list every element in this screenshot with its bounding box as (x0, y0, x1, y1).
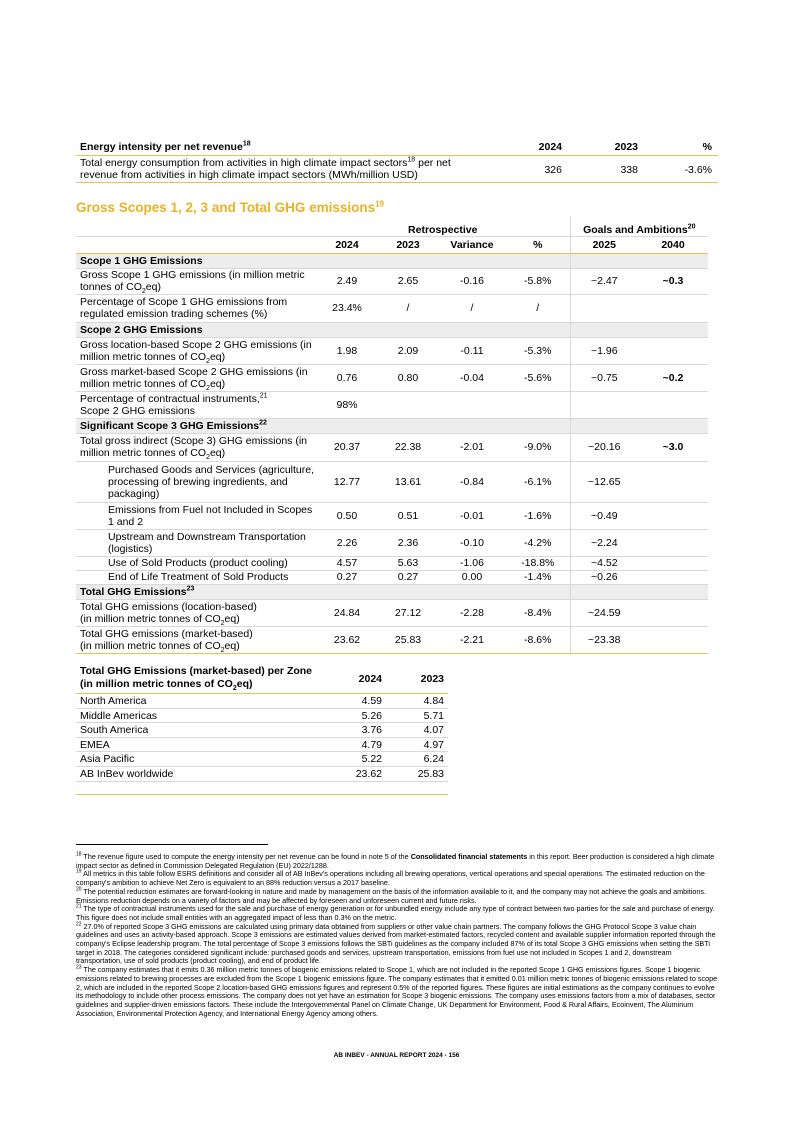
goal-2040 (638, 570, 708, 584)
zone-name: South America (80, 724, 149, 737)
goal-2025: ~24.59 (570, 599, 638, 626)
zone-value-2023: 6.24 (423, 753, 444, 766)
goal-2025: ~0.26 (570, 570, 638, 584)
page-footer: AB INBEV - ANNUAL REPORT 2024 - 156 (333, 1052, 460, 1059)
goal-2040 (638, 337, 708, 364)
footnotes (76, 853, 719, 1018)
footnote-number: 23 (76, 964, 82, 971)
goal-2040 (638, 556, 708, 570)
footnote-number: 18 (76, 851, 82, 858)
zone-value-2023: 25.83 (417, 767, 444, 780)
energy-col-pct: % (702, 141, 712, 153)
goal-2040: ~0.2 (638, 364, 708, 391)
value-2024: 2.26 (316, 529, 378, 556)
value-variance: -0.01 (438, 502, 506, 529)
row-label (76, 599, 316, 626)
zone-value-2024: 4.59 (361, 695, 382, 707)
value-2023 (378, 391, 438, 418)
zone-value-2023: 4.84 (423, 695, 444, 707)
energy-row-label-b: per net revenue from activities in high climate impact sectors (MWh/million USD) (80, 157, 451, 181)
label-part: (in million metric tonnes of CO (80, 639, 221, 652)
value-2024: 4.57 (316, 556, 378, 570)
footnote-text: All metrics in this table follow ESRS definitions and consider all of AB InBev's operations including all brewing operations, vertical operations and special operations. The estimated reduction on the company's ambition to achieve Net Zero is equivalent to an 88% reduction versus a 2017 baseline. (76, 869, 705, 888)
energy-table-row (76, 156, 718, 183)
value-pct: -4.2% (506, 529, 570, 556)
energy-intensity-table (76, 138, 718, 183)
zone-header-line1: Total GHG Emissions (market-based) per Zone (80, 665, 313, 677)
row-label (76, 391, 316, 418)
group-retrospective: Retrospective (408, 223, 478, 236)
table-row (76, 529, 708, 556)
energy-header-footnote-ref: 18 (242, 140, 251, 148)
value-variance: -0.16 (438, 268, 506, 294)
footnote-20 (76, 888, 719, 905)
co2-subscript: 2 (141, 288, 146, 296)
energy-value-2023: 338 (620, 164, 638, 176)
value-variance: -2.28 (438, 599, 506, 626)
value-2024: 0.50 (316, 502, 378, 529)
zone-row (76, 738, 448, 753)
table-row (76, 433, 708, 461)
label-part: eq) (209, 350, 226, 363)
ghg-emissions-table (76, 217, 708, 654)
value-2023: 13.61 (378, 461, 438, 502)
ghg-title-footnote-ref: 19 (375, 199, 385, 209)
table-row (76, 626, 708, 653)
zone-header-label (80, 665, 350, 691)
zone-header-line2: (in million metric tonnes of CO (80, 678, 233, 690)
table-row (76, 556, 708, 570)
zone-row (76, 709, 448, 724)
goal-2025: ~20.16 (570, 433, 638, 461)
scope3-header-text: Significant Scope 3 GHG Emissions (80, 419, 260, 432)
value-2023: 2.09 (378, 337, 438, 364)
scope3-footnote-ref: 22 (259, 419, 267, 426)
value-variance: -0.10 (438, 529, 506, 556)
value-2023: 27.12 (378, 599, 438, 626)
zone-table-header (76, 663, 448, 694)
zone-value-2024: 5.22 (361, 753, 382, 766)
value-variance: / (438, 294, 506, 322)
total-header-text: Total GHG Emissions (80, 585, 187, 598)
label-part: (in million metric tonnes of CO (80, 612, 221, 625)
co2-subscript: 2 (206, 357, 210, 365)
zone-row (76, 694, 448, 709)
col-variance: Variance (438, 236, 506, 253)
co2-subscript: 2 (232, 685, 237, 693)
zone-value-2024: 3.76 (361, 724, 382, 737)
value-variance: -1.06 (438, 556, 506, 570)
col-2040: 2040 (638, 236, 708, 253)
ghg-group-spacer (76, 217, 316, 236)
table-row (76, 268, 708, 294)
zone-table-bottom-rule (76, 794, 448, 795)
value-2024: 2.49 (316, 268, 378, 294)
label-part: Total gross indirect (Scope 3) GHG emissions (in million metric tonnes of CO (80, 435, 307, 459)
value-2024: 0.76 (316, 364, 378, 391)
footnote-text: 27.0% of reported Scope 3 GHG emissions are calculated using primary data obtained from suppliers or other value chain partners. The company follows the GHG Protocol Scope 3 value chain guidelines and uses an activity-based approach. Scope 3 emissions are estimated values derived from market-estimated factors, recycled content and available supplier information reported through the company's Eclipse leadership program. The total percentage of Scope 3 emissions follows the SBTi guidelines as the company included 87% of its total Scope 3 GHG emissions when setting the SBTi target in 2018. The categories considered significant include: purchased goods and services, upstream transportation, emissions from fuel use not included in Scopes 1 and 2, downstream transportation, use of sold products (product cooling), and end of product life. (76, 921, 716, 966)
row-label: Purchased Goods and Services (agriculture, processing of brewing ingredients, and packaging) (76, 461, 316, 502)
footnote-bold-ref: Consolidated financial statements (410, 852, 528, 861)
goal-2025: ~23.38 (570, 626, 638, 653)
ghg-column-header-row (76, 236, 708, 253)
goal-2025: ~1.96 (570, 337, 638, 364)
value-2024: 23.62 (316, 626, 378, 653)
label-part: eq) (209, 377, 226, 390)
goal-2025: ~0.49 (570, 502, 638, 529)
value-2023: 22.38 (378, 433, 438, 461)
goal-2025: ~12.65 (570, 461, 638, 502)
group-goals-footnote-ref: 20 (687, 223, 696, 230)
footnote-23 (76, 966, 719, 1018)
label-part: Gross market-based Scope 2 GHG emissions (in million metric tonnes of CO (80, 365, 308, 390)
footnote-ref: 21 (259, 392, 268, 399)
row-label (76, 337, 316, 364)
zone-table-body (76, 694, 448, 782)
zone-row (76, 752, 448, 767)
scope1-header-label: Scope 1 GHG Emissions (76, 253, 570, 268)
value-2023: 0.80 (378, 364, 438, 391)
value-2024: 98% (316, 391, 378, 418)
value-2023: / (378, 294, 438, 322)
label-part: eq) (224, 639, 240, 652)
footnote-18 (76, 853, 719, 870)
total-footnote-ref: 23 (186, 585, 195, 592)
scope3-header-label (76, 418, 570, 433)
zone-col-2024: 2024 (358, 673, 382, 685)
row-label: End of Life Treatment of Sold Products (76, 570, 316, 584)
value-variance: -2.01 (438, 433, 506, 461)
scope1-header-goals-cell (570, 253, 708, 268)
value-variance: -2.21 (438, 626, 506, 653)
goal-2025: ~2.24 (570, 529, 638, 556)
footnote-text: The potential reduction estimates are forward-looking in nature and made by management on the basis of the information available to it, and the company may not achieve the goals and ambitions. Emissions reduction depends on a variety of factors and may be affected by foreseen and unforeseen current and future risks. (76, 886, 706, 905)
energy-row-label-a: Total energy consumption from activities in high climate impact sectors (80, 157, 408, 169)
value-pct: -5.3% (506, 337, 570, 364)
zone-value-2024: 4.79 (361, 738, 382, 751)
value-variance: -0.84 (438, 461, 506, 502)
zone-col-2023: 2023 (420, 673, 444, 685)
col-2025: 2025 (570, 236, 638, 253)
value-2024: 20.37 (316, 433, 378, 461)
value-2023: 2.65 (378, 268, 438, 294)
footnote-number: 22 (76, 921, 82, 928)
footnote-text: The revenue figure used to compute the energy intensity per net revenue can be found in note 5 of the (81, 852, 411, 861)
footnote-21 (76, 905, 719, 922)
section-header-scope2 (76, 322, 708, 337)
zone-emissions-table (76, 663, 448, 782)
zone-value-2023: 4.07 (423, 724, 444, 737)
total-header-goals-cell (570, 584, 708, 599)
scope3-header-goals-cell (570, 418, 708, 433)
value-2024: 1.98 (316, 337, 378, 364)
footnote-number: 21 (76, 903, 82, 910)
value-pct: -9.0% (506, 433, 570, 461)
label-part: Gross location-based Scope 2 GHG emissions (in million metric tonnes of CO (80, 338, 312, 363)
label-part: Gross Scope 1 GHG emissions (in million metric tonnes of CO (80, 269, 305, 293)
value-2024: 0.27 (316, 570, 378, 584)
zone-name: EMEA (80, 738, 110, 751)
label-part: Percentage of contractual instruments, (80, 392, 260, 405)
scope2-header-goals-cell (570, 322, 708, 337)
group-goals-text: Goals and Ambitions (583, 223, 688, 236)
zone-value-2024: 23.62 (355, 767, 382, 780)
zone-name: North America (80, 695, 147, 707)
row-label (76, 626, 316, 653)
label-part: eq) (145, 281, 161, 293)
table-row (76, 391, 708, 418)
row-label: Upstream and Downstream Transportation (logistics) (76, 529, 316, 556)
value-2024: 24.84 (316, 599, 378, 626)
goal-2040 (638, 599, 708, 626)
scope2-header-label: Scope 2 GHG Emissions (76, 322, 570, 337)
footnote-22 (76, 923, 719, 967)
zone-header-line2-end: eq) (236, 678, 253, 690)
zone-name: Asia Pacific (80, 753, 135, 766)
co2-subscript: 2 (206, 384, 210, 392)
energy-col-2024: 2024 (538, 141, 562, 153)
energy-col-2023: 2023 (614, 141, 638, 153)
table-row (76, 337, 708, 364)
section-header-scope1 (76, 253, 708, 268)
goal-2040 (638, 529, 708, 556)
label-part: eq) (224, 612, 240, 625)
goal-2025: ~4.52 (570, 556, 638, 570)
value-pct: -1.6% (506, 502, 570, 529)
goal-2025: ~2.47 (570, 268, 638, 294)
zone-value-2023: 4.97 (423, 738, 444, 751)
value-pct: -5.6% (506, 364, 570, 391)
label-part: Total GHG emissions (location-based) (80, 600, 257, 613)
value-2023: 25.83 (378, 626, 438, 653)
value-pct: / (506, 294, 570, 322)
goal-2025 (570, 294, 638, 322)
label-part: Scope 2 GHG emissions (80, 404, 195, 417)
goal-2040 (638, 502, 708, 529)
table-row (76, 461, 708, 502)
row-label (76, 364, 316, 391)
goal-2025: ~0.75 (570, 364, 638, 391)
value-2023: 5.63 (378, 556, 438, 570)
total-header-label (76, 584, 570, 599)
energy-value-2024: 326 (544, 164, 562, 176)
ghg-header-spacer (76, 236, 316, 253)
label-part: Total GHG emissions (market-based) (80, 627, 253, 640)
col-pct: % (506, 236, 570, 253)
value-variance: -0.04 (438, 364, 506, 391)
zone-value-2023: 5.71 (423, 709, 444, 722)
footnote-divider (76, 844, 268, 845)
table-row (76, 502, 708, 529)
row-label: Percentage of Scope 1 GHG emissions from regulated emission trading schemes (%) (76, 294, 316, 322)
energy-row-footnote-ref: 18 (407, 156, 416, 164)
footnote-number: 20 (76, 886, 82, 893)
footnote-19 (76, 870, 719, 887)
value-variance (438, 391, 506, 418)
row-label: Emissions from Fuel not Included in Scopes 1 and 2 (76, 502, 316, 529)
goal-2040: ~0.3 (638, 268, 708, 294)
col-2024: 2024 (316, 236, 378, 253)
goal-2040 (638, 294, 708, 322)
zone-name: Middle Americas (80, 709, 158, 722)
value-variance: 0.00 (438, 570, 506, 584)
value-2023: 2.36 (378, 529, 438, 556)
value-2023: 0.27 (378, 570, 438, 584)
row-label: Use of Sold Products (product cooling) (76, 556, 316, 570)
value-pct: -8.6% (506, 626, 570, 653)
zone-value-2024: 5.26 (361, 709, 382, 722)
energy-header-text: Energy intensity per net revenue (80, 141, 243, 153)
label-part: eq) (209, 447, 226, 459)
zone-row (76, 723, 448, 738)
table-row (76, 570, 708, 584)
footnote-number: 19 (76, 869, 82, 876)
col-2023: 2023 (378, 236, 438, 253)
value-2024: 12.77 (316, 461, 378, 502)
zone-row (76, 767, 448, 782)
co2-subscript: 2 (220, 646, 225, 654)
table-row (76, 364, 708, 391)
value-pct (506, 391, 570, 418)
energy-table-header (76, 138, 718, 156)
value-pct: -6.1% (506, 461, 570, 502)
co2-subscript: 2 (206, 454, 210, 462)
value-pct: -18.8% (506, 556, 570, 570)
goal-2040 (638, 626, 708, 653)
zone-name: AB InBev worldwide (80, 767, 174, 780)
goal-2040: ~3.0 (638, 433, 708, 461)
energy-row-label (80, 157, 480, 181)
value-pct: -5.8% (506, 268, 570, 294)
ghg-group-header-row (76, 217, 708, 236)
row-label (76, 433, 316, 461)
goal-2040 (638, 391, 708, 418)
footnote-text: in this report. Beer production is considered a high climate impact sector as defined in Commission Delegated Regulation (EU) 2022/1288. (76, 852, 715, 870)
section-header-scope3 (76, 418, 708, 433)
footnote-text: The type of contractual instruments used for the sale and purchase of energy generation or for unbundled energy include any type of contract between two parties for the sale and purchase of energy. This figure does not include small entities with an aggregated impact of less than 0.3% on the metric. (76, 904, 715, 922)
section-header-total (76, 584, 708, 599)
table-row (76, 294, 708, 322)
value-pct: -8.4% (506, 599, 570, 626)
ghg-title-text: Gross Scopes 1, 2, 3 and Total GHG emissions (76, 200, 376, 215)
co2-subscript: 2 (220, 619, 225, 627)
group-goals (570, 217, 708, 236)
value-2023: 0.51 (378, 502, 438, 529)
value-pct: -1.4% (506, 570, 570, 584)
energy-value-pct: -3.6% (684, 164, 712, 176)
value-variance: -0.11 (438, 337, 506, 364)
value-2024: 23.4% (316, 294, 378, 322)
table-row (76, 599, 708, 626)
energy-header-label (80, 141, 251, 153)
row-label (76, 268, 316, 294)
goal-2040 (638, 461, 708, 502)
ghg-section-title (76, 200, 384, 215)
footnote-text: The company estimates that it emits 0.36 million metric tonnes of biogenic emissions related to Scope 1, which are not included in the reported Scope 1 GHG emissions figures. Scope 1 biogenic emissions related to brewing processes are excluded from the Scope 1 biogenic emissions figure. The company estimates that it emitted 0.01 million metric tonnes of biogenic emissions related to scope 2, which are included in the reported Scope 2 location-based GHG emissions figures and represent 0.5% of the reported figures. These figures are initial estimations as the company continues to evolve its methodology to include other process emissions. The company does not yet have an estimation for Scope 3 biogenic emissions. The company uses emissions factors from a mix of databases, sector guidelines and supplier-driven emissions factors. These include the Intergovernmental Panel on Climate Change, UK Department for Environment, Food & Rural Affairs, Ecoinvent, The Aluminum Association, Environmental Protection Agency, and International Energy Agency among others. (76, 965, 718, 1018)
goal-2025 (570, 391, 638, 418)
